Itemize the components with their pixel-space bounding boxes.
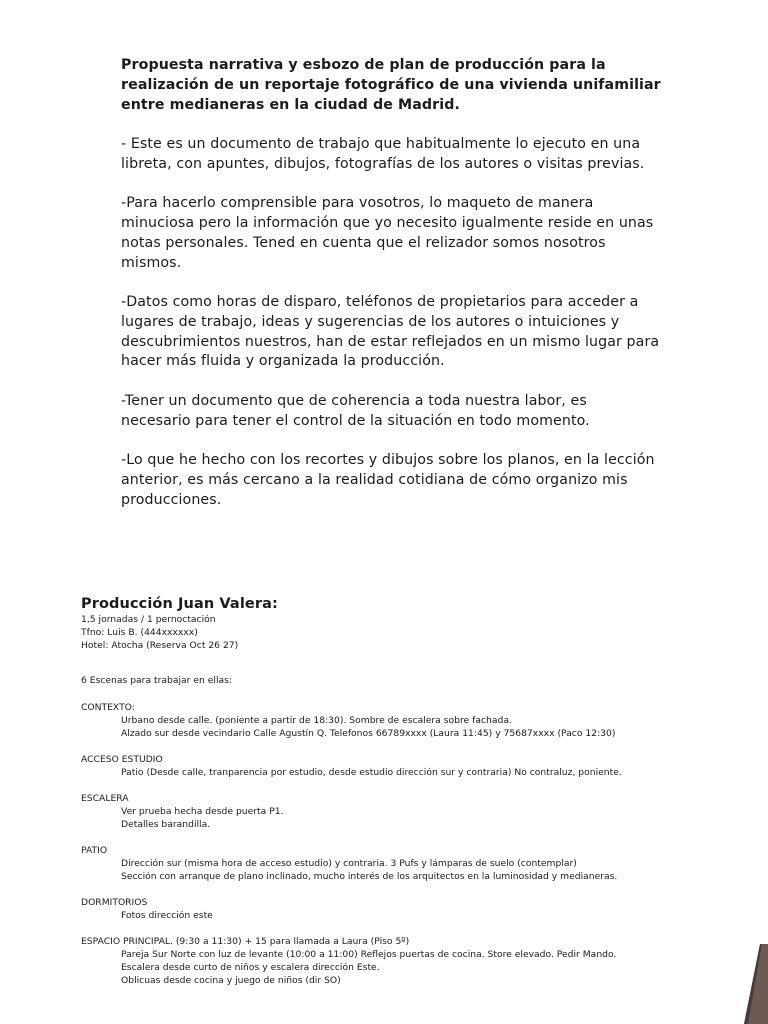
production-meta-phone: Tfno: Luis B. (444xxxxxx) <box>81 627 198 638</box>
scene-line: Fotos dirección este <box>121 910 213 921</box>
intro-lead-heading: Propuesta narrativa y esbozo de plan de producción para la realización de un reportaje fotográfico de una vivienda unifamiliar entre medianeras en la ciudad de Madrid. <box>121 57 661 113</box>
intro-text-block <box>121 56 661 530</box>
scene-title: ESPACIO PRINCIPAL. (9:30 a 11:30) + 15 para llamada a Laura (Piso 5º) <box>81 936 410 947</box>
scene-title: ACCESO ESTUDIO <box>81 754 163 765</box>
scenes-intro: 6 Escenas para trabajar en ellas: <box>81 675 233 686</box>
production-title: Producción Juan Valera: <box>81 596 278 612</box>
scene-section-acceso-estudio <box>81 753 741 779</box>
production-plan <box>81 595 741 1000</box>
scene-line: Patio (Desde calle, tranparencia por estudio, desde estudio dirección sur y contraria) No contraluz, poniente. <box>121 767 622 778</box>
production-meta-hotel: Hotel: Atocha (Reserva Oct 26 27) <box>81 640 239 651</box>
production-meta-days: 1,5 jornadas / 1 pernoctación <box>81 614 216 625</box>
scene-line: Dirección sur (misma hora de acceso estudio) y contraria. 3 Pufs y lámparas de suelo (contemplar) <box>121 858 577 869</box>
scene-title: PATIO <box>81 845 108 856</box>
intro-paragraph: -Tener un documento que de coherencia a toda nuestra labor, es necesario para tener el control de la situación en todo momento. <box>121 392 590 429</box>
corner-graphic <box>738 944 768 1024</box>
scene-section-espacio-principal <box>81 935 741 987</box>
scene-title: ESCALERA <box>81 793 129 804</box>
scene-title: CONTEXTO: <box>81 702 135 713</box>
scene-line: Pareja Sur Norte con luz de levante (10:00 a 11:00) Reflejos puertas de cocina. Store elevado. Pedir Mando. <box>121 949 617 960</box>
scene-line: Ver prueba hecha desde puerta P1. <box>121 806 284 817</box>
scene-section-escalera <box>81 792 741 831</box>
scene-line: Alzado sur desde vecindario Calle Agustín Q. Telefonos 66789xxxx (Laura 11:45) y 75687xxxx (Paco 12:30) <box>121 728 616 739</box>
scene-line: Detalles barandilla. <box>121 819 211 830</box>
scene-section-dormitorios <box>81 896 741 922</box>
intro-paragraph: -Para hacerlo comprensible para vosotros, lo maqueto de manera minuciosa pero la información que yo necesito igualmente reside en unas notas personales. Tened en cuenta que el relizador somos nosotros mismos. <box>121 195 654 271</box>
intro-paragraph: -Lo que he hecho con los recortes y dibujos sobre los planos, en la lección anterior, es más cercano a la realidad cotidiana de cómo organizo mis producciones. <box>121 451 655 508</box>
scene-line: Urbano desde calle. (poniente a partir de 18:30). Sombre de escalera sobre fachada. <box>121 715 512 726</box>
scene-line: Escalera desde curto de niños y escalera dirección Este. <box>121 962 380 973</box>
scene-line: Sección con arranque de plano inclinado, mucho interés de los arquitectos en la luminosidad y medianeras. <box>121 871 618 882</box>
scene-line: Oblicuas desde cocina y juego de niños (dir SO) <box>121 975 341 986</box>
scene-section-patio <box>81 844 741 883</box>
intro-paragraph: -Datos como horas de disparo, teléfonos de propietarios para acceder a lugares de trabajo, ideas y sugerencias de los autores o intuiciones y descubrimientos nuestros, han de estar reflejados en un mismo lugar para hacer más fluida y organizada la producción. <box>121 293 660 370</box>
scene-section-contexto <box>81 701 741 740</box>
intro-paragraph: - Este es un documento de trabajo que habitualmente lo ejecuto en una libreta, con apuntes, dibujos, fotografías de los autores o visitas previas. <box>121 135 645 172</box>
scene-title: DORMITORIOS <box>81 897 148 908</box>
